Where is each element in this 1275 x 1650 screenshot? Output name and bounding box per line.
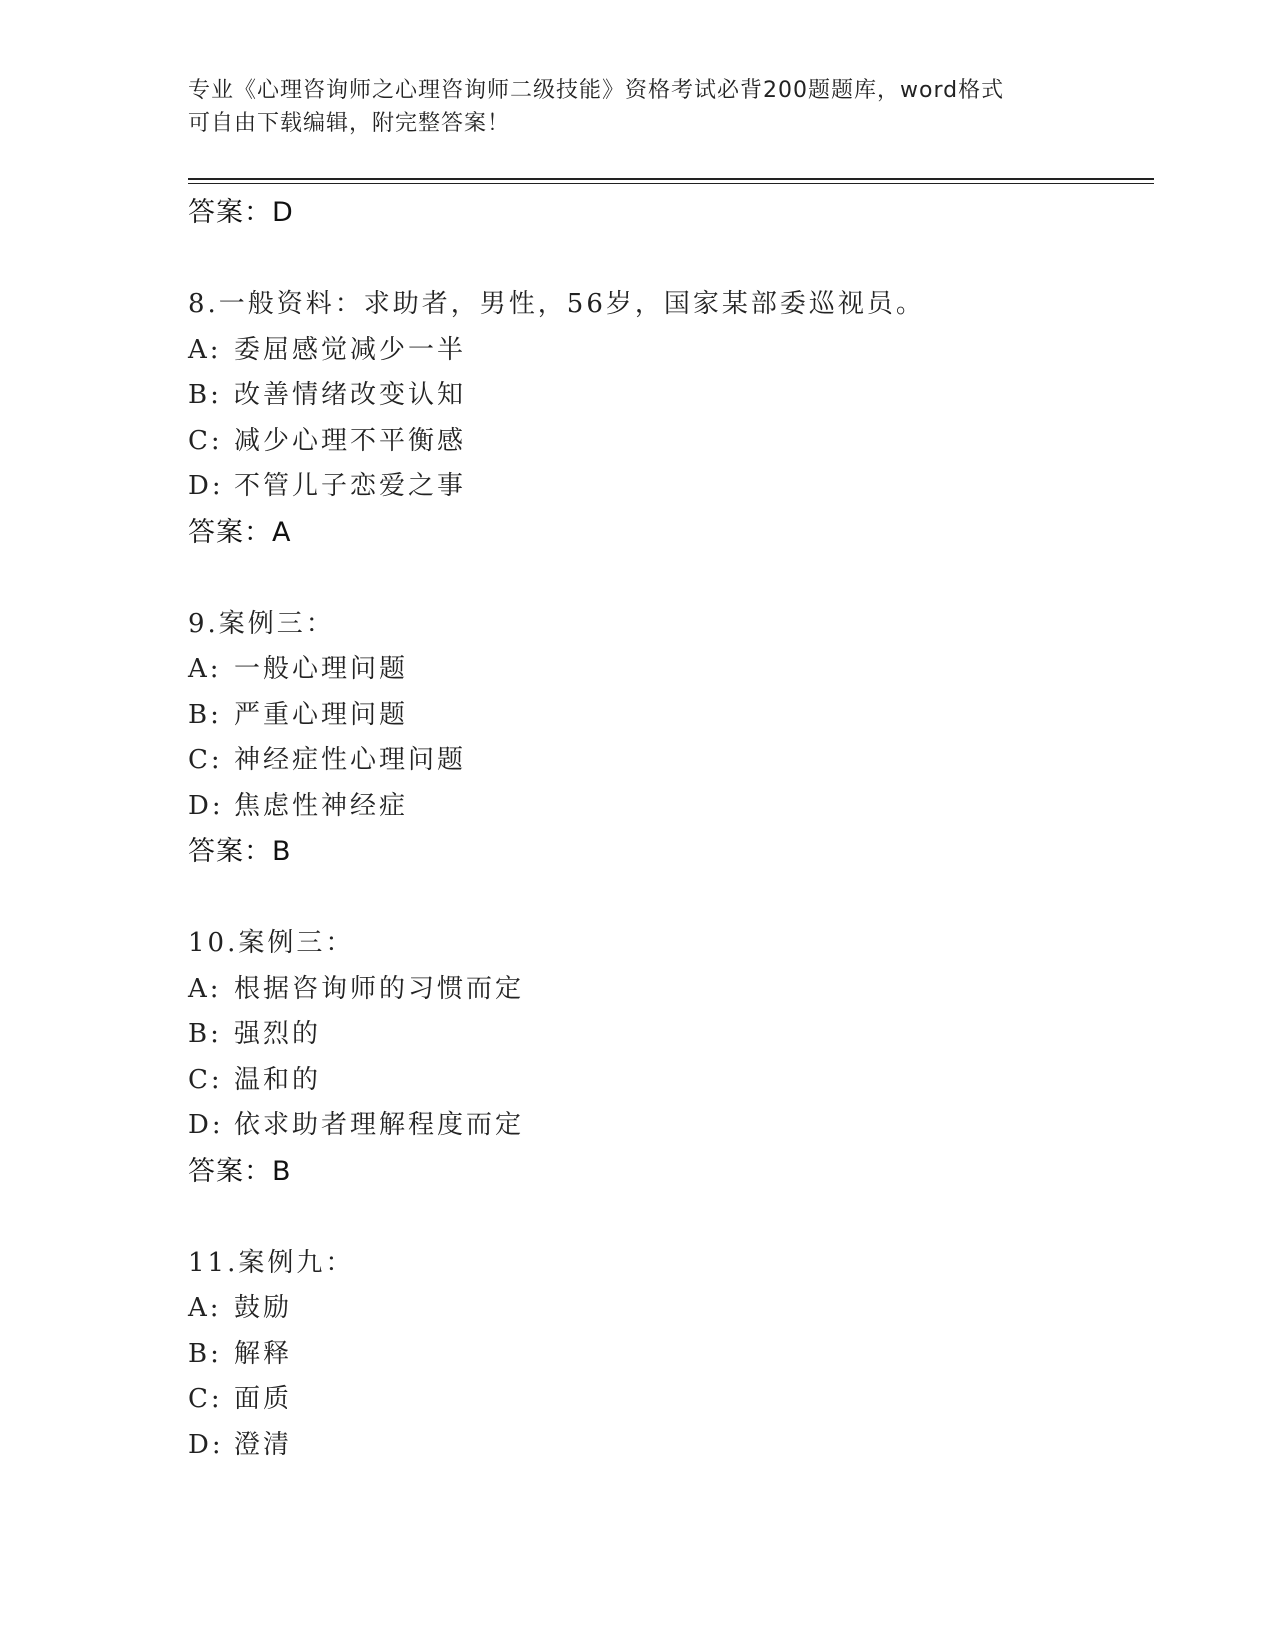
option-letter: C: — [188, 745, 223, 775]
question-block — [188, 282, 1154, 556]
option-b — [188, 693, 1154, 739]
option-letter: D: — [188, 790, 224, 821]
question-block — [188, 602, 1154, 876]
option-text: 减少心理不平衡感 — [234, 425, 467, 456]
header-divider-thin — [188, 183, 1154, 184]
option-letter: A: — [188, 654, 222, 684]
option-letter: C: — [188, 425, 223, 456]
question-title: 10.案例三： — [188, 928, 355, 958]
option-letter: B: — [188, 380, 222, 410]
option-a — [188, 328, 1154, 374]
spacer — [188, 875, 1154, 921]
option-c — [188, 1377, 1154, 1423]
option-text: 改善情绪改变认知 — [234, 380, 467, 410]
option-c — [188, 738, 1154, 784]
option-text: 根据咨询师的习惯而定 — [234, 973, 525, 1004]
option-a — [188, 967, 1154, 1013]
option-letter: A: — [188, 1293, 222, 1323]
option-text: 解释 — [234, 1338, 293, 1369]
question-list — [188, 190, 1154, 1468]
header-divider-thick — [188, 178, 1154, 180]
spacer — [188, 236, 1154, 282]
option-letter: B: — [188, 699, 222, 730]
option-text: 委屈感觉减少一半 — [234, 334, 467, 365]
option-b — [188, 373, 1154, 419]
question-title: 11.案例九： — [188, 1247, 355, 1278]
option-d — [188, 1423, 1154, 1469]
option-text: 一般心理问题 — [234, 654, 409, 684]
option-letter: B: — [188, 1019, 222, 1049]
option-letter: C: — [188, 1064, 223, 1095]
option-text: 神经症性心理问题 — [234, 745, 467, 775]
option-c — [188, 419, 1154, 465]
spacer — [188, 556, 1154, 602]
option-text: 面质 — [234, 1384, 293, 1414]
header-line-2: 可自由下载编辑，附完整答案！ — [188, 111, 511, 136]
header-line-1: 专业《心理咨询师之心理咨询师二级技能》资格考试必背200题题库，word格式 — [188, 78, 1005, 103]
option-d — [188, 464, 1154, 510]
option-d — [188, 784, 1154, 830]
option-text: 强烈的 — [234, 1019, 322, 1049]
option-text: 严重心理问题 — [234, 699, 409, 730]
option-text: 鼓励 — [234, 1293, 293, 1323]
question-answer: 答案：B — [188, 836, 292, 867]
option-b — [188, 1332, 1154, 1378]
option-letter: A: — [188, 973, 222, 1004]
option-text: 依求助者理解程度而定 — [234, 1110, 525, 1140]
option-text: 不管儿子恋爱之事 — [234, 471, 467, 501]
option-d — [188, 1103, 1154, 1149]
option-a — [188, 647, 1154, 693]
option-letter: A: — [188, 334, 222, 365]
option-c — [188, 1058, 1154, 1104]
document-header — [188, 74, 1068, 140]
option-letter: D: — [188, 1110, 224, 1140]
option-a — [188, 1286, 1154, 1332]
question-block — [188, 921, 1154, 1195]
option-text: 澄清 — [234, 1429, 293, 1460]
option-b — [188, 1012, 1154, 1058]
spacer — [188, 1195, 1154, 1241]
option-letter: D: — [188, 1429, 224, 1460]
option-text: 焦虑性神经症 — [234, 790, 409, 821]
option-text: 温和的 — [234, 1064, 322, 1095]
option-letter: C: — [188, 1384, 223, 1414]
previous-answer: 答案：D — [188, 197, 294, 228]
question-title: 9.案例三： — [188, 608, 335, 639]
question-title: 8.一般资料：求助者，男性，56岁，国家某部委巡视员。 — [188, 289, 925, 319]
question-block — [188, 1241, 1154, 1469]
option-letter: B: — [188, 1338, 222, 1369]
question-answer: 答案：A — [188, 516, 292, 548]
question-answer: 答案：B — [188, 1155, 292, 1187]
option-letter: D: — [188, 471, 224, 501]
